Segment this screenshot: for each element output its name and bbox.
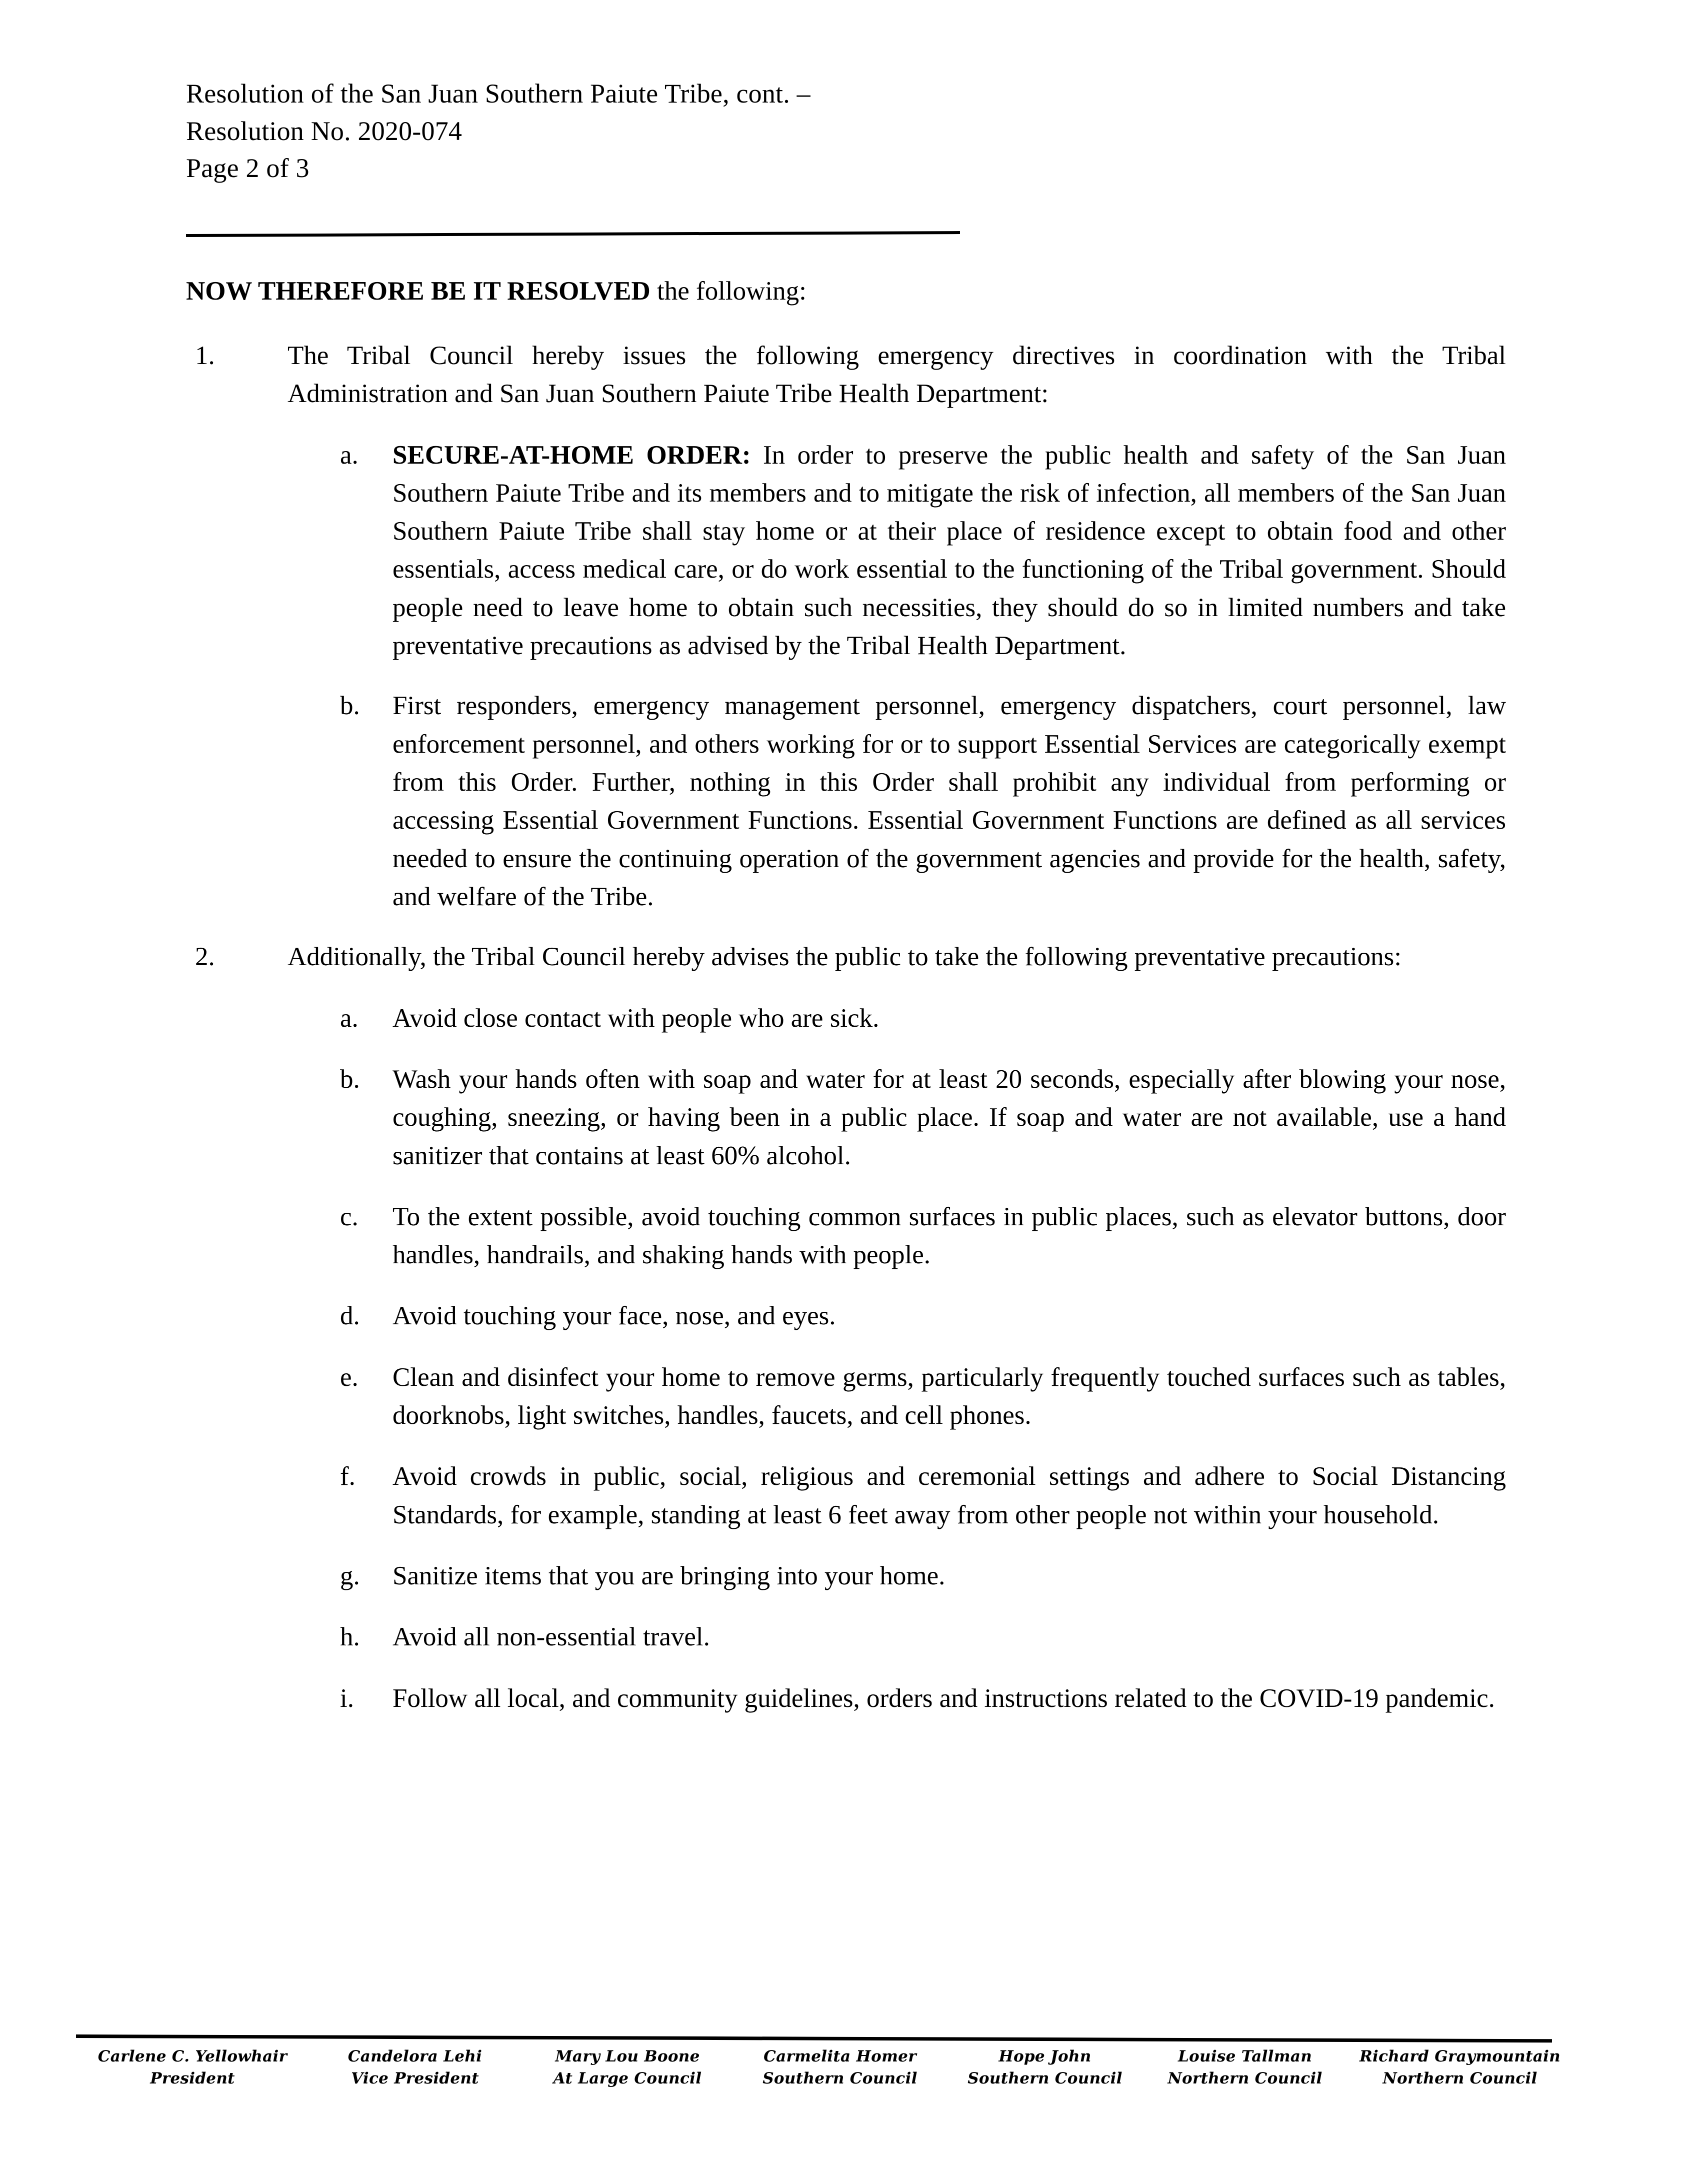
lettered-item xyxy=(340,999,1506,1037)
lettered-item-text xyxy=(392,436,1506,665)
resolved-rest: the following: xyxy=(650,277,806,306)
lettered-item-text: Follow all local, and community guidelines, orders and instructions related to the COVID-19 pandemic. xyxy=(392,1683,1495,1713)
lettered-item-marker: f. xyxy=(340,1462,356,1491)
lettered-item xyxy=(340,1358,1506,1435)
header-line-title: Resolution of the San Juan Southern Paiute Tribe, cont. – xyxy=(186,79,810,109)
header-line-resolution-number: Resolution No. 2020-074 xyxy=(186,116,462,146)
lettered-item-text: Sanitize items that you are bringing into your home. xyxy=(392,1561,946,1591)
signature-name: Carlene C. Yellowhair xyxy=(98,2047,288,2065)
signature-entry xyxy=(945,2045,1145,2089)
signature-title: President xyxy=(150,2069,235,2088)
lettered-item-text: Avoid close contact with people who are sick. xyxy=(392,1003,880,1033)
numbered-item-marker: 1. xyxy=(195,341,215,370)
lettered-item-marker: b. xyxy=(340,1064,360,1094)
lettered-item-text: Avoid all non-essential travel. xyxy=(392,1622,710,1652)
signature-entry xyxy=(1145,2045,1345,2089)
signature-divider-rule xyxy=(76,2034,1552,2042)
lettered-item-marker: d. xyxy=(340,1301,360,1331)
lettered-item xyxy=(340,1557,1506,1595)
document-header xyxy=(186,75,1036,187)
signature-name: Mary Lou Boone xyxy=(555,2047,700,2065)
lettered-item xyxy=(340,1618,1506,1656)
numbered-item xyxy=(186,938,1506,1717)
signature-name: Candelora Lehi xyxy=(348,2047,482,2065)
signature-name: Carmelita Homer xyxy=(764,2047,916,2065)
document-body xyxy=(186,274,1506,1740)
signature-entry xyxy=(310,2045,520,2089)
lettered-item xyxy=(340,687,1506,916)
signature-entry xyxy=(735,2045,945,2089)
signature-entry xyxy=(1345,2045,1575,2089)
lettered-sublist xyxy=(288,999,1506,1717)
signature-entry xyxy=(520,2045,735,2089)
resolved-bold-lead: NOW THEREFORE BE IT RESOLVED xyxy=(186,277,650,306)
signature-name: Louise Tallman xyxy=(1178,2047,1312,2065)
lettered-item-marker: g. xyxy=(340,1561,360,1591)
now-therefore-be-it-resolved-heading xyxy=(186,274,1506,309)
signature-title: Northern Council xyxy=(1382,2069,1538,2088)
lettered-item xyxy=(340,436,1506,665)
lettered-item-text: Clean and disinfect your home to remove germs, particularly frequently touched surfaces such as tables, doorknobs, light switches, handles, faucets, and cell phones. xyxy=(392,1362,1506,1430)
signature-name: Hope John xyxy=(998,2047,1092,2065)
lettered-item-marker: e. xyxy=(340,1362,358,1392)
signature-title: Southern Council xyxy=(968,2069,1122,2088)
signature-title: Southern Council xyxy=(762,2069,918,2088)
signature-title: At Large Council xyxy=(553,2069,702,2088)
lettered-item-text: Wash your hands often with soap and water for at least 20 seconds, especially after blowing your nose, coughing, sneezing, or having been in a public place. If soap and water are not available, use a hand sanitizer that contains at least 60% alcohol. xyxy=(392,1064,1506,1170)
lettered-item xyxy=(340,1297,1506,1335)
lettered-item-text: First responders, emergency management personnel, emergency dispatchers, court personnel, law enforcement personnel, and others working for or to support Essential Services are categorically exempt from this Order. Further, nothing in this Order shall prohibit any individual from performing or accessing Essential Government Functions. Essential Government Functions are defined as all services needed to ensure the continuing operation of the government agencies and provide for the health, safety, and welfare of the Tribe. xyxy=(392,691,1506,911)
lettered-item-marker: a. xyxy=(340,440,358,470)
lettered-item-text: To the extent possible, avoid touching common surfaces in public places, such as elevator buttons, door handles, handrails, and shaking hands with people. xyxy=(392,1202,1506,1270)
numbered-item-text: The Tribal Council hereby issues the following emergency directives in coordination with the Tribal Administration and San Juan Southern Paiute Tribe Health Department: xyxy=(288,341,1506,409)
secure-at-home-order-label: SECURE-AT-HOME ORDER: xyxy=(392,440,751,470)
lettered-item xyxy=(340,1679,1506,1717)
signature-entry xyxy=(75,2045,310,2089)
lettered-item xyxy=(340,1060,1506,1175)
signature-title: Vice President xyxy=(351,2069,479,2088)
numbered-item-marker: 2. xyxy=(195,942,215,972)
lettered-item xyxy=(340,1457,1506,1534)
numbered-item-text: Additionally, the Tribal Council hereby advises the public to take the following preventative precautions: xyxy=(288,942,1402,972)
lettered-item-marker: b. xyxy=(340,691,360,721)
signature-block xyxy=(75,2045,1575,2089)
lettered-item-marker: c. xyxy=(340,1202,358,1231)
lettered-item-marker: a. xyxy=(340,1003,358,1033)
lettered-item-marker: h. xyxy=(340,1622,360,1652)
numbered-item xyxy=(186,337,1506,916)
header-divider-rule xyxy=(186,231,960,237)
lettered-item-text: Avoid crowds in public, social, religious and ceremonial settings and adhere to Social Distancing Standards, for example, standing at least 6 feet away from other people not within your household. xyxy=(392,1462,1506,1529)
lettered-item-body: In order to preserve the public health and safety of the San Juan Southern Paiute Tribe and its members and to mitigate the risk of infection, all members of the San Juan Southern Paiute Tribe shall stay home or at their place of residence except to obtain food and other essentials, access medical care, or do work essential to the functioning of the Tribal government. Should people need to leave home to obtain such necessities, they should do so in limited numbers and take preventative precautions as advised by the Tribal Health Department. xyxy=(392,440,1506,661)
lettered-item-text: Avoid touching your face, nose, and eyes. xyxy=(392,1301,836,1331)
lettered-sublist xyxy=(288,436,1506,916)
lettered-item xyxy=(340,1198,1506,1274)
signature-name: Richard Graymountain xyxy=(1359,2047,1561,2065)
header-line-page-number: Page 2 of 3 xyxy=(186,153,310,184)
signature-title: Northern Council xyxy=(1168,2069,1322,2088)
lettered-item-marker: i. xyxy=(340,1683,354,1713)
